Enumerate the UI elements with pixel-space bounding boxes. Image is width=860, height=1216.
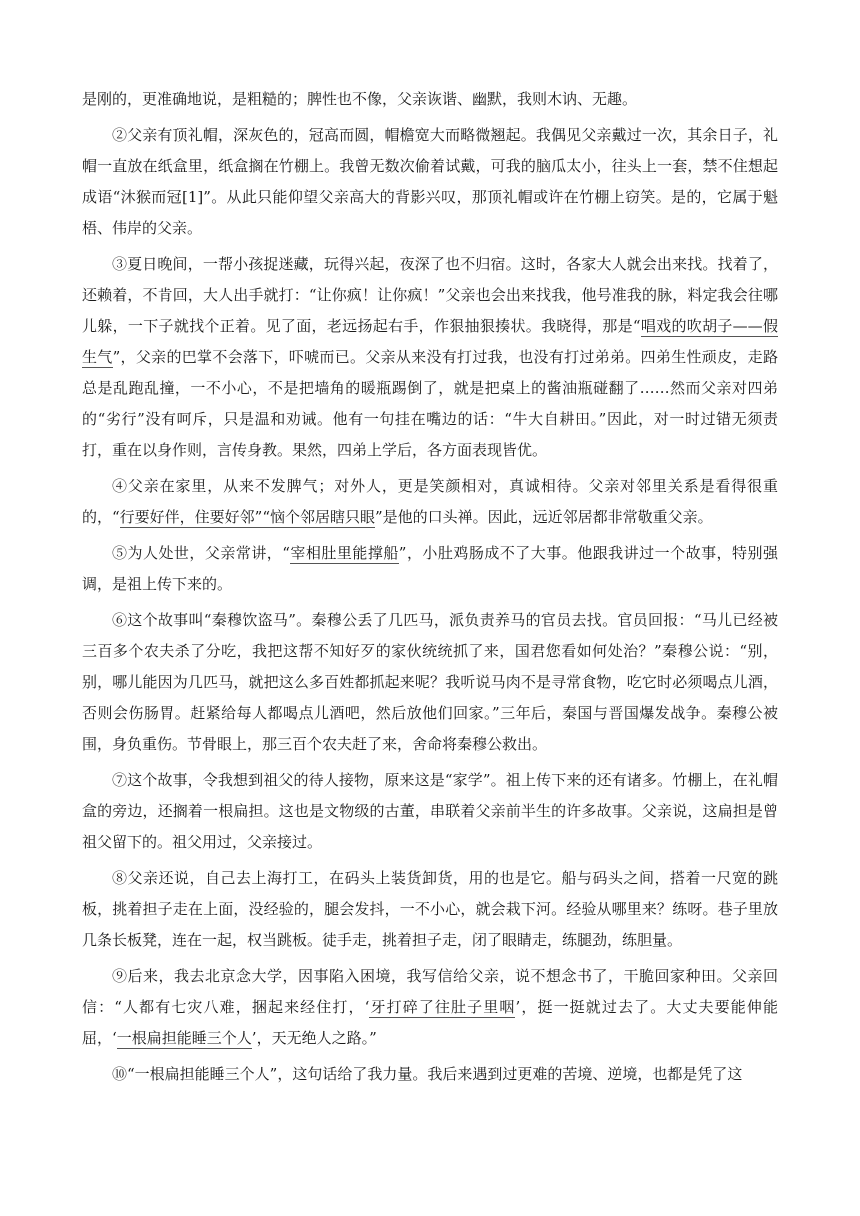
underlined-phrase: 牙打碎了往肚子里咽 — [369, 998, 516, 1016]
underlined-phrase: 唱戏的吹胡子——假生气 — [82, 317, 778, 366]
paragraph-10: ⑩“一根扁担能睡三个人”，这句话给了我力量。我后来遇到过更难的苦境、逆境，也都是凭了这 — [112, 1065, 743, 1083]
paragraph-7: ⑦这个故事，令我想到祖父的待人接物，原来这是“家学”。祖上传下来的还有诸多。竹棚上，在礼帽盒的旁边，还搁着一根扁担。这也是文物级的古董，串联着父亲前半生的许多故事。父亲说，这扁担是曾祖父留下的。祖父用过，父亲接过。 — [82, 771, 778, 851]
paragraph-9-text-a: ⑨后来，我去北京念大学，因事陷入困境，我写信给父亲，说不想念书了，干脆回家种田。父亲回信：“人都有七灾八难，捆起来经住打，‘ — [82, 967, 778, 1016]
paragraph-3 — [82, 249, 778, 466]
paragraph-5-text-a: ⑤为人处世，父亲常讲，“ — [112, 544, 290, 562]
paragraph-9 — [82, 961, 778, 1054]
paragraph-4-text-a: ④父亲在家里，从来不发脾气；对外人，更是笑颜相对，真诚相待。父亲对邻里关系是看得很重的，“ — [82, 477, 778, 526]
paragraph-4 — [82, 471, 778, 533]
paragraph-5-text-b: ”，小肚鸡肠成不了大事。他跟我讲过一个故事，特别强调，是祖上传下来的。 — [82, 544, 778, 593]
paragraph-3-text-a: ③夏日晚间，一帮小孩捉迷藏，玩得兴起，夜深了也不归宿。这时，各家大人就会出来找。找着了，还赖着，不肯回，大人出手就打：“让你疯！让你疯！”父亲也会出来找我，他号准我的脉，料定我会往哪儿躲，一下子就找个正着。见了面，老远扬起右手，作狠抽狠揍状。我晓得，那是“ — [82, 255, 778, 335]
paragraph-5 — [82, 538, 778, 600]
paragraph-9-text-c: ’，天无绝人之路。” — [251, 1029, 377, 1047]
paragraph-1: 是刚的，更准确地说，是粗糙的；脾性也不像，父亲诙谐、幽默，我则木讷、无趣。 — [82, 90, 638, 108]
paragraph-4-text-b: ”是他的口头禅。因此，远近邻居都非常敬重父亲。 — [375, 508, 713, 526]
underlined-phrase: 行要好伴，住要好邻”“恼个邻居瞎只眼 — [119, 508, 376, 526]
paragraph-2: ②父亲有顶礼帽，深灰色的，冠高而圆，帽檐宽大而略微翘起。我偶见父亲戴过一次，其余日子，礼帽一直放在纸盒里，纸盒搁在竹棚上。我曾无数次偷着试戴，可我的脑瓜太小，往头上一套，禁不住想起成语“沐猴而冠[1]”。从此只能仰望父亲高大的背影兴叹，那顶礼帽或许在竹棚上窃笑。是的，它属于魁梧、伟岸的父亲。 — [82, 126, 778, 237]
paragraph-6: ⑥这个故事叫“秦穆饮盗马”。秦穆公丢了几匹马，派负责养马的官员去找。官员回报：“马儿已经被三百多个农夫杀了分吃，我把这帮不知好歹的家伙统统抓了来，国君您看如何处治？”秦穆公说：“别，别，哪儿能因为几匹马，就把这么多百姓都抓起来呢？我听说马肉不是寻常食物，吃它时必须喝点儿酒，否则会伤肠胃。赶紧给每人都喝点儿酒吧，然后放他们回家。”三年后，秦国与晋国爆发战争。秦穆公被围，身负重伤。节骨眼上，那三百个农夫赶了来，舍命将秦穆公救出。 — [82, 611, 778, 753]
document-page — [82, 84, 778, 1095]
paragraph-9-text-b: ’，挺一挺就过去了。大丈夫要能伸能屈，‘ — [82, 998, 778, 1047]
underlined-phrase: 宰相肚里能撑船 — [289, 544, 399, 562]
underlined-phrase: 一根扁担能睡三个人 — [116, 1029, 252, 1047]
paragraph-8: ⑧父亲还说，自己去上海打工，在码头上装货卸货，用的也是它。船与码头之间，搭着一尺宽的跳板，挑着担子走在上面，没经验的，腿会发抖，一不小心，就会栽下河。经验从哪里来？练呀。巷子里放几条长板凳，连在一起，权当跳板。徒手走，挑着担子走，闭了眼睛走，练腿劲，练胆量。 — [82, 869, 778, 949]
paragraph-3-text-b: ”，父亲的巴掌不会落下，吓唬而已。父亲从来没有打过我，也没有打过弟弟。四弟生性顽皮，走路总是乱跑乱撞，一不小心，不是把墙角的暖瓶踢倒了，就是把桌上的酱油瓶碰翻了……然而父亲对四弟的“劣行”没有呵斥，只是温和劝诫。他有一句挂在嘴边的话：“牛大自耕田。”因此，对一时过错无须责打，重在以身作则，言传身教。果然，四弟上学后，各方面表现皆优。 — [82, 348, 778, 459]
